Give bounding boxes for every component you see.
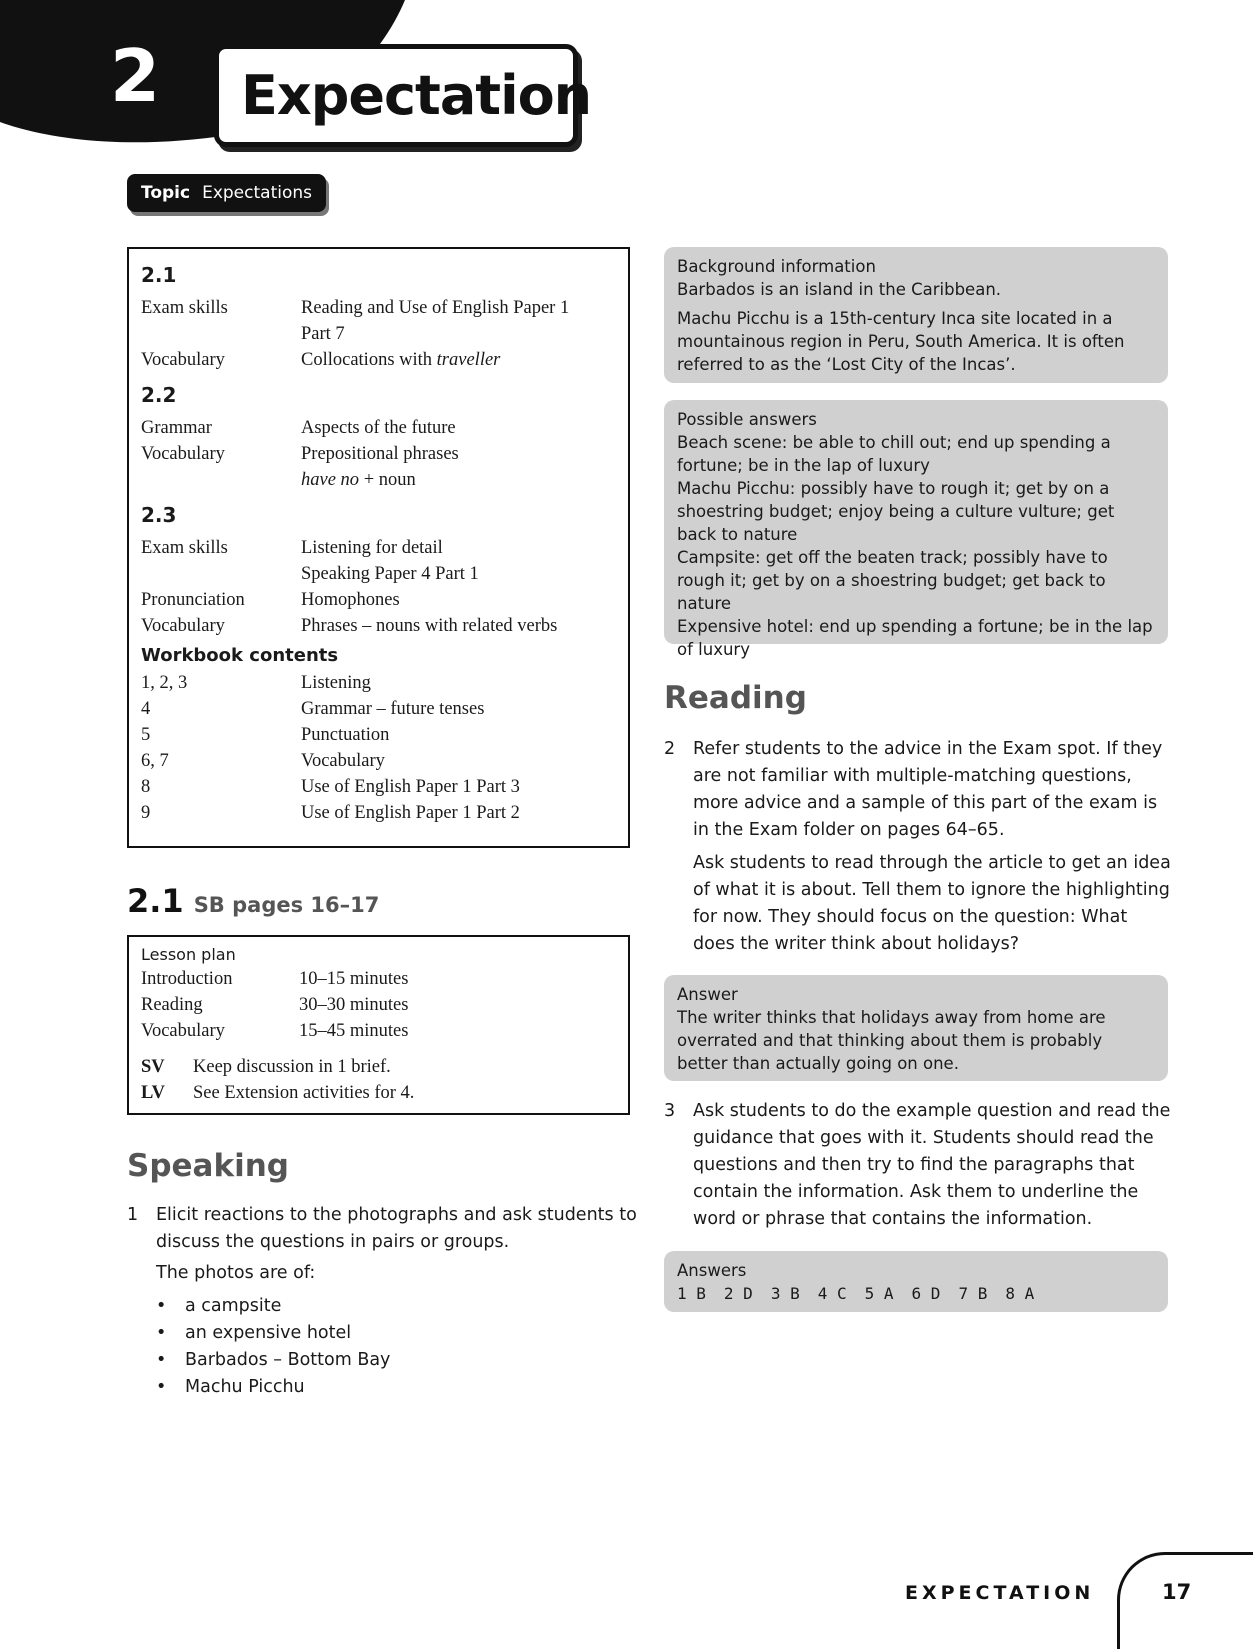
- answer-item: 4 C: [817, 1284, 847, 1303]
- possible-answers-box: [664, 400, 1168, 659]
- answers-box: [664, 1251, 1168, 1312]
- contents-row: Exam skills Reading and Use of English Paper 1: [141, 298, 570, 318]
- reading-text: Refer students to the advice in the Exam spot. If they are not familiar with multiple-matching questions, more advice and a sample of this part of the exam is in the Exam folder on pages 64–65.: [693, 739, 1163, 840]
- topic-value: Expectations: [202, 183, 312, 203]
- answers-list: [677, 1282, 1155, 1305]
- answer-line: Machu Picchu: possibly have to rough it; get by on a shoestring budget; enjoy being a culture vulture; get back to nature: [677, 479, 1115, 544]
- answer-item: 3 B: [770, 1284, 800, 1303]
- chapter-title-box: [214, 44, 592, 147]
- section-heading: 2.3: [141, 503, 177, 527]
- reading-item-2: [664, 736, 1174, 958]
- answer-item: 5 A: [864, 1284, 894, 1303]
- lesson-note: SV Keep discussion in 1 brief.: [141, 1057, 391, 1077]
- lesson-plan-box: [127, 935, 630, 1115]
- photos-list: [156, 1293, 637, 1401]
- unit-contents-box: [127, 247, 630, 848]
- answer-line: Beach scene: be able to chill out; end up spending a fortune; be in the lap of luxury: [677, 433, 1111, 475]
- lesson-row: Vocabulary 15–45 minutes: [141, 1021, 409, 1041]
- list-item: • Barbados – Bottom Bay: [156, 1347, 637, 1374]
- box-heading: Answers: [677, 1261, 747, 1280]
- item-number: 1: [127, 1205, 139, 1225]
- topic-badge: [127, 174, 326, 212]
- contents-row: Grammar Aspects of the future: [141, 418, 456, 438]
- item-number: 3: [664, 1101, 676, 1121]
- workbook-heading: Workbook contents: [141, 645, 339, 666]
- answer-item: 6 D: [911, 1284, 941, 1303]
- contents-row: have no + noun: [301, 470, 416, 490]
- workbook-row: 5 Punctuation: [141, 725, 390, 745]
- box-heading: Background information: [677, 257, 876, 276]
- section-heading: 2.2: [141, 383, 177, 407]
- sb-pages: SB pages 16–17: [193, 893, 380, 917]
- lesson-row: Reading 30–30 minutes: [141, 995, 409, 1015]
- contents-row: Exam skills Listening for detail: [141, 538, 443, 558]
- workbook-row: 6, 7 Vocabulary: [141, 751, 385, 771]
- chapter-title: Expectation: [241, 64, 592, 127]
- lesson-plan-heading: Lesson plan: [141, 945, 236, 964]
- answer-line: Expensive hotel: end up spending a fortune; be in the lap of luxury: [677, 617, 1153, 659]
- box-text: Barbados is an island in the Caribbean.: [677, 280, 1002, 299]
- background-info-box: [664, 247, 1168, 383]
- section-heading: 2.1: [141, 263, 177, 287]
- lesson-row: Introduction 10–15 minutes: [141, 969, 409, 989]
- topic-label: Topic: [141, 183, 191, 203]
- answer-line: Campsite: get off the beaten track; possibly have to rough it; get by on a shoestring budget; get back to nature: [677, 548, 1108, 613]
- answer-item: 2 D: [723, 1284, 753, 1303]
- contents-row: Vocabulary Phrases – nouns with related verbs: [141, 616, 558, 636]
- reading-text: Ask students to read through the article to get an idea of what it is about. Tell them to ignore the highlighting for now. They should focus on the question: What does the writer think about holidays?: [693, 853, 1171, 954]
- workbook-row: 9 Use of English Paper 1 Part 2: [141, 803, 520, 823]
- page-number: 17: [1162, 1580, 1192, 1604]
- contents-row: Vocabulary Prepositional phrases: [141, 444, 459, 464]
- photos-intro: The photos are of:: [156, 1263, 316, 1283]
- reading-text: Ask students to do the example question and read the guidance that goes with it. Students should read the questions and then try to find the paragraphs that contain the information. Ask them to underline the word or phrase that contains the information.: [693, 1101, 1171, 1229]
- answer-text: The writer thinks that holidays away from home are overrated and that thinking about them is probably better than actually going on one.: [677, 1008, 1106, 1073]
- reading-heading: Reading: [664, 680, 807, 716]
- sb-number: 2.1: [127, 882, 184, 920]
- running-footer: EXPECTATION: [905, 1582, 1095, 1604]
- speaking-item: [127, 1202, 637, 1401]
- answer-item: 8 A: [1005, 1284, 1035, 1303]
- sb-heading: [127, 882, 379, 920]
- list-item: • Machu Picchu: [156, 1374, 637, 1401]
- reading-item-3: [664, 1098, 1174, 1233]
- lesson-note: LV See Extension activities for 4.: [141, 1083, 415, 1103]
- contents-row: Vocabulary Collocations with traveller: [141, 350, 501, 370]
- contents-row: Speaking Paper 4 Part 1: [301, 564, 479, 584]
- workbook-row: 1, 2, 3 Listening: [141, 673, 371, 693]
- contents-row: Pronunciation Homophones: [141, 590, 400, 610]
- workbook-row: 4 Grammar – future tenses: [141, 699, 485, 719]
- item-number: 2: [664, 739, 676, 759]
- unit-number: 2: [110, 34, 161, 118]
- answer-box: [664, 975, 1168, 1081]
- box-heading: Answer: [677, 985, 738, 1004]
- list-item: • an expensive hotel: [156, 1320, 637, 1347]
- box-text: Machu Picchu is a 15th-century Inca site located in a mountainous region in Peru, South America. It is often referred to as the ‘Lost City of the Incas’.: [677, 309, 1125, 374]
- list-item: • a campsite: [156, 1293, 637, 1320]
- answer-item: 1 B: [677, 1284, 706, 1303]
- workbook-row: 8 Use of English Paper 1 Part 3: [141, 777, 520, 797]
- speaking-text: Elicit reactions to the photographs and ask students to discuss the questions in pairs or groups.: [156, 1205, 637, 1252]
- speaking-heading: Speaking: [127, 1148, 289, 1184]
- answer-item: 7 B: [958, 1284, 988, 1303]
- box-heading: Possible answers: [677, 410, 817, 429]
- contents-row: Part 7: [301, 324, 345, 344]
